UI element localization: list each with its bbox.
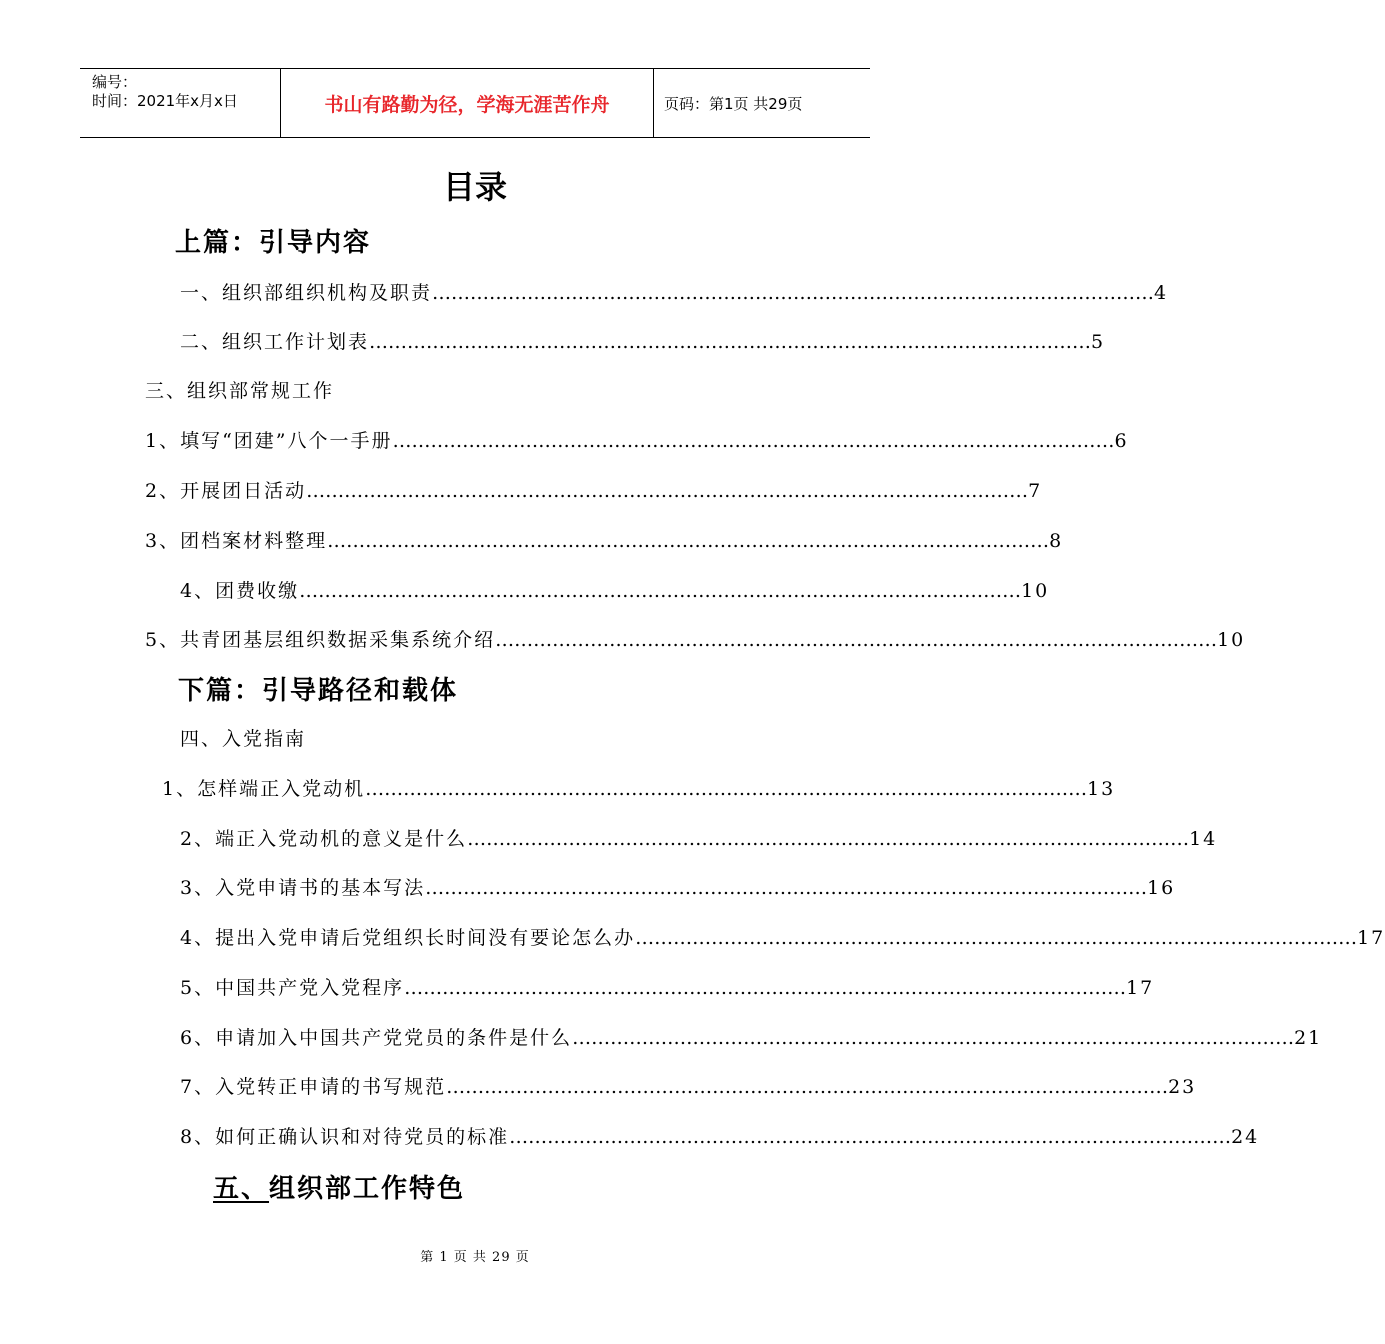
toc-leader-dots: …………………………………………………………………………………………………… — [635, 927, 1358, 949]
toc-entry-text: 1、怎样端正入党动机 — [162, 778, 366, 800]
header-left-cell — [80, 69, 281, 137]
toc-entry[interactable] — [145, 476, 1043, 506]
toc-entry-text: 2、开展团日活动 — [145, 480, 307, 502]
toc-entry[interactable] — [180, 1023, 1323, 1053]
page-label: 页码：第1页 共29页 — [664, 94, 803, 113]
toc-entry-text: 二、组织工作计划表 — [180, 331, 370, 353]
toc-entry-text: 3、团档案材料整理 — [145, 530, 328, 552]
time-label: 时间：2021年x月x日 — [92, 92, 238, 110]
toc-entry-text: 7、入党转正申请的书写规范 — [180, 1076, 447, 1098]
toc-entry[interactable] — [180, 973, 1155, 1003]
toc-entry-page: 24 — [1231, 1126, 1260, 1148]
toc-entry-page: 21 — [1294, 1027, 1323, 1049]
toc-title: 目录 — [442, 168, 507, 206]
toc-leader-dots: …………………………………………………………………………………………………… — [446, 1076, 1169, 1098]
toc-entry-page: 13 — [1087, 778, 1116, 800]
toc-leader-dots: …………………………………………………………………………………………………… — [432, 282, 1155, 304]
toc-leader-dots: …………………………………………………………………………………………………… — [299, 580, 1022, 602]
toc-entry[interactable] — [180, 923, 1385, 953]
section4-heading: 四、入党指南 — [180, 728, 307, 750]
toc-entry-page: 23 — [1168, 1076, 1197, 1098]
toc-entry-page: 7 — [1028, 480, 1043, 502]
toc-entry-text: 6、申请加入中国共产党党员的条件是什么 — [180, 1027, 573, 1049]
motto: 书山有路勤为径，学海无涯苦作舟 — [281, 69, 654, 137]
part2-title: 下篇：引导路径和载体 — [178, 676, 459, 706]
toc-entry-text: 4、团费收缴 — [180, 580, 300, 602]
toc-entry-page: 10 — [1217, 629, 1246, 651]
toc-entry-text: 4、提出入党申请后党组织长时间没有要论怎么办 — [180, 927, 636, 949]
toc-leader-dots: …………………………………………………………………………………………………… — [392, 430, 1115, 452]
toc-leader-dots: …………………………………………………………………………………………………… — [495, 629, 1218, 651]
toc-entry-text: 3、入党申请书的基本写法 — [180, 877, 426, 899]
number-label: 编号： — [92, 73, 138, 91]
toc-entry[interactable] — [180, 1122, 1260, 1152]
toc-entry-text: 1、填写“团建”八个一手册 — [145, 430, 393, 452]
section5-title: 组织部工作特色 — [269, 1174, 466, 1204]
toc-entry-text: 2、端正入党动机的意义是什么 — [180, 828, 468, 850]
toc-entry-page: 17 — [1126, 977, 1155, 999]
toc-leader-dots: …………………………………………………………………………………………………… — [327, 530, 1050, 552]
toc-entry[interactable] — [180, 327, 1106, 357]
toc-entry-page: 17 — [1357, 927, 1385, 949]
toc-entry[interactable] — [180, 576, 1050, 606]
toc-entry-page: 5 — [1091, 331, 1106, 353]
toc-entry[interactable] — [180, 278, 1169, 308]
toc-entry-page: 16 — [1147, 877, 1176, 899]
section5-prefix: 五、 — [213, 1174, 270, 1204]
toc-entry[interactable] — [145, 526, 1064, 556]
toc-entry-text: 5、共青团基层组织数据采集系统介绍 — [145, 629, 496, 651]
toc-leader-dots: …………………………………………………………………………………………………… — [404, 977, 1127, 999]
section3-heading: 三、组织部常规工作 — [145, 380, 335, 402]
toc-leader-dots: …………………………………………………………………………………………………… — [306, 480, 1029, 502]
toc-entry[interactable] — [180, 1072, 1197, 1102]
toc-leader-dots: …………………………………………………………………………………………………… — [369, 331, 1092, 353]
toc-entry-text: 5、中国共产党入党程序 — [180, 977, 405, 999]
toc-entry[interactable] — [162, 774, 1116, 804]
page-footer: 第 1 页 共 29 页 — [420, 1250, 530, 1265]
section5-heading — [213, 1168, 465, 1205]
toc-leader-dots: …………………………………………………………………………………………………… — [467, 828, 1190, 850]
toc-entry-page: 4 — [1154, 282, 1169, 304]
toc-entry-text: 8、如何正确认识和对待党员的标准 — [180, 1126, 510, 1148]
toc-leader-dots: …………………………………………………………………………………………………… — [509, 1126, 1232, 1148]
page-header — [80, 68, 870, 138]
toc-leader-dots: …………………………………………………………………………………………………… — [365, 778, 1088, 800]
toc-entry-page: 14 — [1189, 828, 1218, 850]
toc-entry[interactable] — [180, 873, 1176, 903]
toc-leader-dots: …………………………………………………………………………………………………… — [572, 1027, 1295, 1049]
toc-entry-page: 6 — [1114, 430, 1129, 452]
toc-entry[interactable] — [145, 625, 1246, 655]
toc-entry-page: 10 — [1021, 580, 1050, 602]
part1-title: 上篇：引导内容 — [175, 228, 372, 258]
toc-entry[interactable] — [145, 426, 1129, 456]
toc-entry[interactable] — [180, 824, 1218, 854]
toc-entry-page: 8 — [1049, 530, 1064, 552]
toc-entry-text: 一、组织部组织机构及职责 — [180, 282, 433, 304]
toc-leader-dots: …………………………………………………………………………………………………… — [425, 877, 1148, 899]
